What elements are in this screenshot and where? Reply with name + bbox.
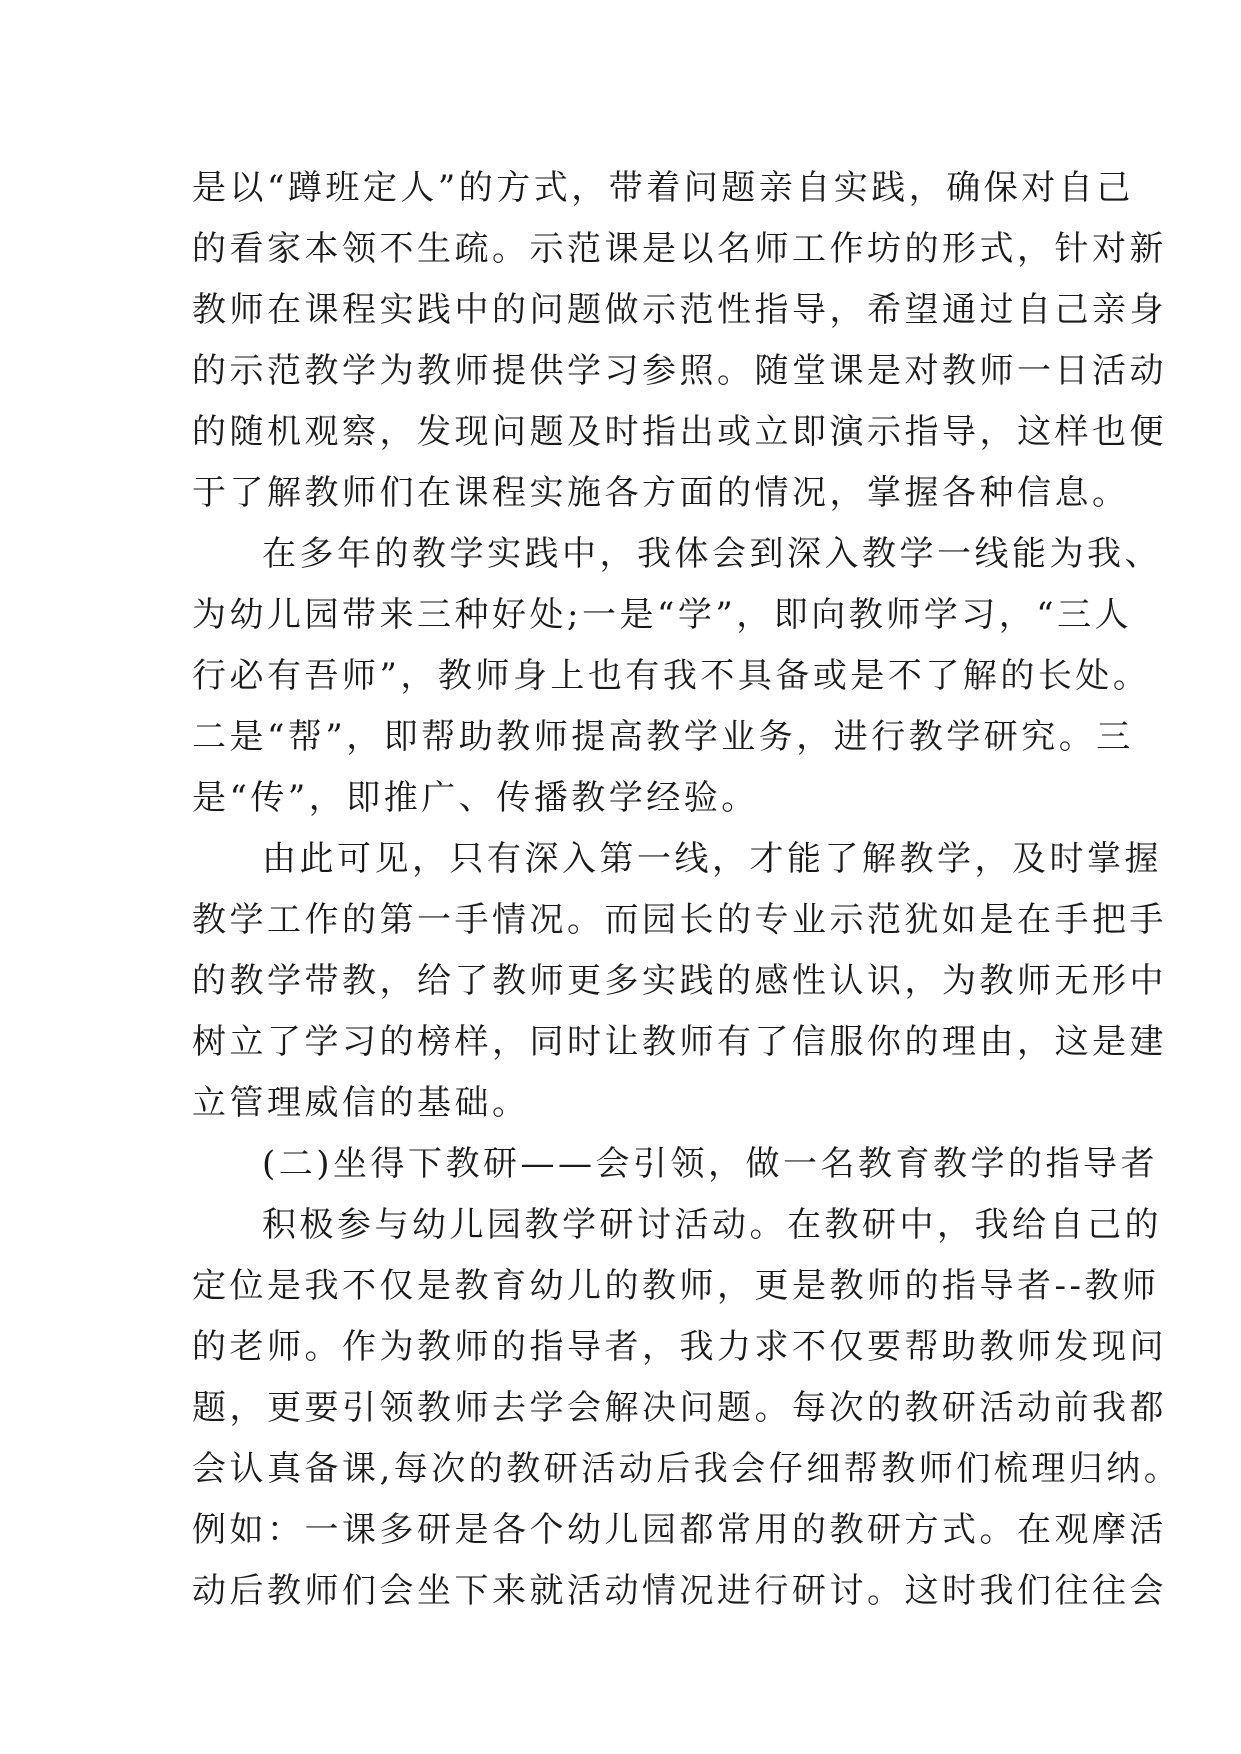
text-line: 教学工作的第一手情况。而园长的专业示范犹如是在手把手 <box>192 900 1167 940</box>
text-line: 例如：一课多研是各个幼儿园都常用的教研方式。在观摩活 <box>192 1510 1167 1550</box>
text-line: (二)坐得下教研——会引领，做一名教育教学的指导者 <box>262 1144 1159 1184</box>
text-line: 于了解教师们在课程实施各方面的情况，掌握各种信息。 <box>192 473 1130 513</box>
text-line: 的老师。作为教师的指导者，我力求不仅要帮助教师发现问 <box>192 1327 1167 1367</box>
text-line: 动后教师们会坐下来就活动情况进行研讨。这时我们往往会 <box>192 1571 1167 1611</box>
text-line: 定位是我不仅是教育幼儿的教师，更是教师的指导者--教师 <box>192 1266 1160 1306</box>
text-line: 由此可见，只有深入第一线，才能了解教学，及时掌握 <box>262 839 1162 879</box>
text-line: 二是“帮”，即帮助教师提高教学业务，进行教学研究。三 <box>192 717 1134 757</box>
text-line: 的随机观察，发现问题及时指出或立即演示指导，这样也便 <box>192 412 1167 452</box>
text-line: 立管理威信的基础。 <box>192 1083 530 1123</box>
body-text <box>192 158 1182 1622</box>
text-line: 会认真备课,每次的教研活动后我会仔细帮教师们梳理归纳。 <box>192 1449 1182 1489</box>
text-line: 的教学带教，给了教师更多实践的感性认识，为教师无形中 <box>192 961 1167 1001</box>
text-line: 积极参与幼儿园教学研讨活动。在教研中，我给自己的 <box>262 1205 1162 1245</box>
text-line: 的看家本领不生疏。示范课是以名师工作坊的形式，针对新 <box>192 229 1167 269</box>
text-line: 行必有吾师”，教师身上也有我不具备或是不了解的长处。 <box>192 656 1151 696</box>
text-line: 是“传”，即推广、传播教学经验。 <box>192 778 759 818</box>
text-line: 树立了学习的榜样，同时让教师有了信服你的理由，这是建 <box>192 1022 1167 1062</box>
text-line: 为幼儿园带来三种好处;一是“学”，即向教师学习，“三人 <box>192 595 1133 635</box>
text-line: 题，更要引领教师去学会解决问题。每次的教研活动前我都 <box>192 1388 1167 1428</box>
text-line: 的示范教学为教师提供学习参照。随堂课是对教师一日活动 <box>192 351 1167 391</box>
text-line: 是以“蹲班定人”的方式，带着问题亲自实践，确保对自己 <box>192 168 1134 208</box>
text-line: 教师在课程实践中的问题做示范性指导，希望通过自己亲身 <box>192 290 1167 330</box>
text-line: 在多年的教学实践中，我体会到深入教学一线能为我、 <box>262 534 1162 574</box>
